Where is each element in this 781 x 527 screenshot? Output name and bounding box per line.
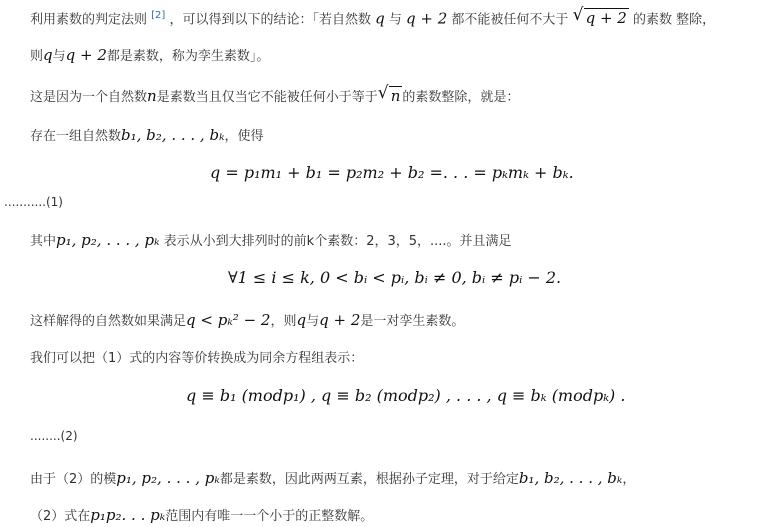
paragraph-exists — [30, 125, 264, 147]
math-n: n — [147, 87, 157, 105]
equation-1: q = p₁m₁ + b₁ = p₂m₂ + b₂ =. . . = pₖmₖ + bₖ. — [210, 163, 574, 182]
sqrt-radicand: q + 2 — [585, 9, 627, 28]
text: 由于（2）的模 — [30, 472, 117, 487]
sqrt-radicand: n — [390, 87, 401, 105]
citation-link[interactable]: [2] — [151, 10, 166, 21]
equation-2: q ≡ b₁ (modp₁) , q ≡ b₂ (modp₂) , . . . , q ≡ bₖ (modpₖ) . — [186, 386, 626, 405]
text: ，可以得到以下的结论：「若自然数 — [169, 12, 371, 28]
text: 利用素数的判定法则 — [30, 12, 148, 28]
text: 范围内有唯一一个小于的正整数解。 — [165, 509, 374, 524]
text: 都是素数，因此两两互素，根据孙子定理，对于给定 — [219, 472, 519, 487]
paragraph-crt — [30, 468, 635, 490]
math-q: q — [375, 9, 385, 28]
text: 的素数 整除， — [632, 12, 716, 28]
paragraph-congruence-intro: 我们可以把（1）式的内容等价转换成为同余方程组表示： — [30, 351, 364, 366]
math-q-plus-2: q + 2 — [319, 311, 361, 329]
text: 与 — [306, 314, 320, 329]
equation-2-number: ........(2) — [30, 429, 78, 443]
math-q-plus-2: q + 2 — [65, 46, 107, 64]
text: 则 — [30, 49, 44, 64]
text: 其中 — [30, 234, 57, 249]
text: 这是因为一个自然数 — [30, 90, 148, 105]
text: 都是素数，称为孪生素数」。 — [106, 49, 270, 64]
math-q: q — [43, 46, 53, 64]
text: 的素数整除，就是： — [402, 90, 520, 105]
text: 与 — [52, 49, 66, 64]
math-sqrt-n — [378, 86, 403, 106]
text: ， — [622, 472, 636, 487]
text: 与 — [388, 12, 402, 28]
math-p-list: p₁, p₂, . . . , pₖ — [56, 231, 160, 249]
text: ，使得 — [224, 129, 264, 144]
text: 是素数当且仅当它不能被任何小于等于 — [156, 90, 378, 105]
math-q: q — [296, 311, 307, 329]
equation-1-number: ...........(1) — [4, 195, 63, 209]
text: 这样解得的自然数如果满足 — [30, 314, 187, 329]
math-p-list: p₁, p₂, . . . , pₖ — [116, 469, 220, 487]
text: （2）式在 — [30, 509, 91, 524]
text: ，则 — [270, 314, 297, 329]
text: 表示从小到大排列时的前k个素数：2，3，5，....。并且满足 — [159, 234, 512, 249]
math-product: p₁p₂. . . pₖ — [90, 506, 166, 524]
equation-condition: ∀1 ≤ i ≤ k, 0 < bᵢ < pᵢ, bᵢ ≠ 0, bᵢ ≠ pᵢ − 2. — [228, 268, 562, 287]
math-b-list: b₁, b₂, . . . , bₖ — [121, 126, 225, 144]
math-sqrt-q-plus-2 — [573, 8, 629, 28]
math-b-list: b₁, b₂, . . . , bₖ — [518, 469, 623, 487]
paragraph-twin-condition — [30, 310, 464, 332]
paragraph-reason — [30, 86, 519, 108]
paragraph-unique-solution — [30, 505, 373, 527]
paragraph-conclusion-line2 — [30, 45, 269, 67]
math-q-plus-2: q + 2 — [406, 9, 448, 28]
text: 都不能被任何不大于 — [451, 12, 569, 28]
paragraph-primes — [30, 230, 512, 252]
paragraph-conclusion-line1 — [30, 6, 715, 30]
text: 存在一组自然数 — [30, 129, 122, 144]
math-inequality: q < pₖ² − 2 — [186, 311, 271, 329]
text: 是一对孪生素数。 — [360, 314, 465, 329]
